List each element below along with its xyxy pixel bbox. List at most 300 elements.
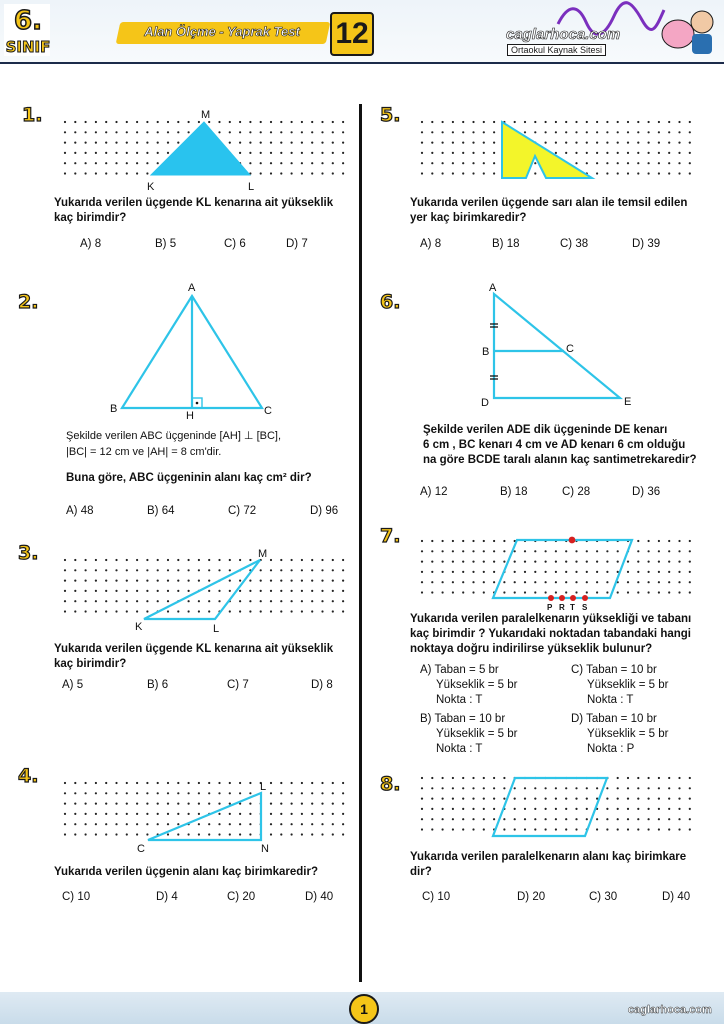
grid-dot (332, 600, 334, 602)
grid-dot (167, 569, 169, 571)
grid-dot (188, 813, 190, 815)
grid-dot (596, 550, 598, 552)
grid-dot (198, 833, 200, 835)
grid-dot (658, 561, 660, 563)
grid-dot (575, 162, 577, 164)
grid-dot (648, 591, 650, 593)
option-a[interactable]: C) 10 (422, 891, 451, 903)
grid-dot (514, 121, 516, 123)
grid-dot (586, 571, 588, 573)
option-a[interactable]: A) 5 (62, 679, 84, 691)
grid-dot (431, 121, 433, 123)
grid-dot (524, 581, 526, 583)
grid-dot (627, 787, 629, 789)
grid-dot (342, 590, 344, 592)
option-c[interactable]: C) Taban = 10 br Yükseklik = 5 br Nokta : T (571, 664, 669, 706)
grid-dot (524, 828, 526, 830)
grid-dot (280, 152, 282, 154)
grid-dot (421, 581, 423, 583)
grid-dot (493, 777, 495, 779)
grid-dot (668, 121, 670, 123)
option-b[interactable]: B) 64 (147, 505, 175, 517)
grid-dot (85, 172, 87, 174)
grid-dot (637, 131, 639, 133)
grid-dot (321, 559, 323, 561)
grid-dot (157, 803, 159, 805)
grid-dot (64, 580, 66, 582)
grid-dot (689, 571, 691, 573)
option-a[interactable]: A) 8 (420, 238, 442, 250)
grid-dot (260, 152, 262, 154)
grid-dot (575, 142, 577, 144)
top-point-marker (569, 537, 576, 544)
grid-dot (177, 823, 179, 825)
grid-dot (452, 591, 454, 593)
grid-dot (270, 559, 272, 561)
grid-dot (462, 172, 464, 174)
grid-dot (565, 808, 567, 810)
grid-dot (431, 777, 433, 779)
grid-dot (311, 813, 313, 815)
grid-dot (74, 590, 76, 592)
grid-dot (637, 162, 639, 164)
grid-dot (493, 798, 495, 800)
vertex-label: H (186, 410, 194, 422)
vertex-label: B (482, 346, 490, 358)
grid-dot (503, 550, 505, 552)
grid-dot (648, 121, 650, 123)
grid-dot (301, 823, 303, 825)
grid-dot (421, 142, 423, 144)
grid-dot (239, 792, 241, 794)
grid-dot (648, 142, 650, 144)
grid-dot (575, 828, 577, 830)
grid-dot (678, 540, 680, 542)
option-c[interactable]: C) 7 (227, 679, 249, 691)
grid-dot (637, 550, 639, 552)
grid-dot (342, 813, 344, 815)
grid-dot (342, 152, 344, 154)
grid-dot (617, 787, 619, 789)
grid-dot (239, 131, 241, 133)
grid-dot (301, 569, 303, 571)
grid-dot (188, 600, 190, 602)
grid-dot (188, 610, 190, 612)
q5-dot-grid-figure (414, 112, 710, 190)
grid-dot (115, 792, 117, 794)
grid-dot (648, 172, 650, 174)
grid-dot (472, 591, 474, 593)
grid-dot (534, 561, 536, 563)
option-a[interactable]: A) 48 (66, 505, 94, 517)
grid-dot (421, 121, 423, 123)
grid-dot (321, 782, 323, 784)
option-d[interactable]: D) 96 (310, 505, 339, 517)
option-b[interactable]: D) 20 (517, 891, 546, 903)
grid-dot (167, 833, 169, 835)
grid-dot (229, 559, 231, 561)
option-c[interactable]: C) 6 (224, 238, 246, 250)
grid-dot (596, 818, 598, 820)
grid-dot (126, 590, 128, 592)
grid-dot (668, 162, 670, 164)
grid-dot (452, 571, 454, 573)
grid-dot (421, 591, 423, 593)
question-number: 1. (22, 104, 43, 126)
grid-dot (503, 818, 505, 820)
grid-dot (668, 798, 670, 800)
option-b[interactable]: B) 18 (492, 238, 520, 250)
grid-dot (545, 550, 547, 552)
grid-dot (115, 162, 117, 164)
grid-dot (157, 600, 159, 602)
dot-grid (421, 540, 691, 594)
grid-dot (291, 792, 293, 794)
grid-dot (545, 591, 547, 593)
grid-dot (648, 152, 650, 154)
grid-dot (136, 142, 138, 144)
grid-dot (85, 610, 87, 612)
grid-dot (452, 581, 454, 583)
grid-dot (249, 580, 251, 582)
grid-dot (668, 591, 670, 593)
grid-dot (648, 162, 650, 164)
grid-dot (280, 142, 282, 144)
grid-dot (658, 152, 660, 154)
grid-dot (146, 580, 148, 582)
grid-dot (126, 559, 128, 561)
grid-dot (146, 610, 148, 612)
grid-dot (431, 808, 433, 810)
grid-dot (658, 808, 660, 810)
grid-dot (105, 142, 107, 144)
grid-dot (74, 142, 76, 144)
grid-dot (678, 571, 680, 573)
grid-dot (270, 569, 272, 571)
grid-dot (431, 142, 433, 144)
grid-dot (462, 162, 464, 164)
grid-dot (85, 833, 87, 835)
grid-dot (503, 777, 505, 779)
grid-dot (115, 131, 117, 133)
grid-dot (146, 172, 148, 174)
grid-dot (617, 808, 619, 810)
grid-dot (146, 782, 148, 784)
grid-dot (462, 581, 464, 583)
grid-dot (524, 131, 526, 133)
grid-dot (586, 808, 588, 810)
option-c[interactable]: C) 38 (560, 238, 589, 250)
grid-dot (483, 581, 485, 583)
grid-dot (85, 152, 87, 154)
grid-dot (136, 803, 138, 805)
grid-dot (431, 798, 433, 800)
grid-dot (342, 131, 344, 133)
grid-dot (332, 803, 334, 805)
grid-dot (208, 610, 210, 612)
grid-dot (74, 823, 76, 825)
grid-dot (115, 142, 117, 144)
grid-dot (332, 590, 334, 592)
grid-dot (534, 121, 536, 123)
grid-dot (157, 813, 159, 815)
option-a[interactable]: C) 10 (62, 891, 91, 903)
grid-dot (534, 798, 536, 800)
grid-dot (555, 561, 557, 563)
grid-dot (658, 131, 660, 133)
grid-dot (452, 152, 454, 154)
grid-dot (637, 808, 639, 810)
grid-dot (321, 121, 323, 123)
question-text: Yukarıda verilen üçgenin alanı kaç birimkaredir? (54, 866, 318, 878)
grid-dot (167, 142, 169, 144)
grid-dot (249, 813, 251, 815)
grid-dot (74, 792, 76, 794)
grid-dot (270, 121, 272, 123)
grid-dot (524, 550, 526, 552)
grid-dot (105, 152, 107, 154)
grid-dot (342, 569, 344, 571)
option-d[interactable]: D) 40 (662, 891, 691, 903)
grid-dot (249, 610, 251, 612)
grid-dot (229, 823, 231, 825)
grid-dot (565, 561, 567, 563)
grid-dot (606, 152, 608, 154)
grid-dot (524, 808, 526, 810)
grid-dot (637, 571, 639, 573)
grid-dot (462, 828, 464, 830)
grid-dot (218, 803, 220, 805)
grid-dot (188, 833, 190, 835)
grid-dot (136, 131, 138, 133)
grid-dot (157, 162, 159, 164)
grid-dot (342, 142, 344, 144)
grid-dot (483, 152, 485, 154)
grid-dot (208, 121, 210, 123)
option-d[interactable]: D) 40 (305, 891, 334, 903)
grid-dot (586, 787, 588, 789)
grid-dot (218, 121, 220, 123)
grid-dot (321, 131, 323, 133)
grid-dot (658, 142, 660, 144)
grid-dot (575, 550, 577, 552)
grid-dot (249, 600, 251, 602)
grid-dot (472, 787, 474, 789)
grid-dot (431, 571, 433, 573)
grid-dot (342, 162, 344, 164)
grid-dot (74, 610, 76, 612)
option-c[interactable]: C) 30 (589, 891, 618, 903)
grid-dot (280, 131, 282, 133)
grid-dot (678, 561, 680, 563)
grid-dot (627, 571, 629, 573)
grid-dot (301, 142, 303, 144)
option-c[interactable]: C) 72 (228, 505, 257, 517)
parallelogram (493, 778, 607, 836)
grid-dot (321, 600, 323, 602)
grid-dot (291, 131, 293, 133)
grid-dot (270, 162, 272, 164)
grid-dot (668, 581, 670, 583)
option-a[interactable]: A) 12 (420, 486, 448, 498)
grid-dot (493, 131, 495, 133)
grid-dot (606, 798, 608, 800)
grid-dot (545, 787, 547, 789)
grid-dot (218, 590, 220, 592)
grid-dot (452, 172, 454, 174)
dot-grid (64, 559, 344, 613)
grid-dot (648, 561, 650, 563)
grid-dot (493, 787, 495, 789)
grid-dot (617, 162, 619, 164)
grid-dot (280, 121, 282, 123)
grid-dot (637, 121, 639, 123)
grid-dot (115, 600, 117, 602)
option-d[interactable]: D) 7 (286, 238, 308, 250)
grid-dot (575, 581, 577, 583)
grid-dot (627, 777, 629, 779)
grid-dot (627, 152, 629, 154)
grid-dot (85, 131, 87, 133)
grid-dot (167, 559, 169, 561)
option-d[interactable]: D) 36 (632, 486, 661, 498)
grid-dot (95, 610, 97, 612)
option-d[interactable]: D) 8 (311, 679, 333, 691)
grid-dot (606, 550, 608, 552)
grid-dot (64, 152, 66, 154)
grid-dot (617, 828, 619, 830)
grid-dot (678, 787, 680, 789)
grid-dot (678, 798, 680, 800)
option-b[interactable]: D) 4 (156, 891, 178, 903)
grid-dot (575, 571, 577, 573)
grid-dot (332, 121, 334, 123)
grid-dot (291, 121, 293, 123)
grid-dot (462, 550, 464, 552)
grid-dot (431, 561, 433, 563)
grid-dot (95, 590, 97, 592)
option-b[interactable]: B) 5 (155, 238, 177, 250)
option-b[interactable]: B) Taban = 10 br Yükseklik = 5 br Nokta : T (420, 713, 518, 755)
option-d[interactable]: D) 39 (632, 238, 661, 250)
grid-dot (115, 121, 117, 123)
grid-dot (462, 571, 464, 573)
grid-dot (503, 561, 505, 563)
grid-dot (493, 172, 495, 174)
grid-dot (136, 600, 138, 602)
grid-dot (126, 823, 128, 825)
grid-dot (442, 581, 444, 583)
grid-dot (555, 798, 557, 800)
grid-dot (332, 559, 334, 561)
grid-dot (208, 600, 210, 602)
q8-dot-grid-figure (414, 770, 710, 842)
grid-dot (421, 818, 423, 820)
option-d[interactable]: D) Taban = 10 br Yükseklik = 5 br Nokta : P (571, 713, 669, 755)
grade-label: SINIF (5, 38, 51, 56)
grid-dot (198, 121, 200, 123)
grid-dot (146, 152, 148, 154)
grid-dot (260, 162, 262, 164)
option-c[interactable]: C) 28 (562, 486, 591, 498)
option-b[interactable]: B) 6 (147, 679, 169, 691)
point-label: R (559, 603, 565, 612)
grid-dot (483, 540, 485, 542)
grid-dot (291, 559, 293, 561)
grid-dot (342, 172, 344, 174)
grid-dot (146, 590, 148, 592)
grid-dot (586, 550, 588, 552)
grid-dot (627, 561, 629, 563)
grid-dot (565, 152, 567, 154)
grid-dot (637, 561, 639, 563)
grid-dot (85, 569, 87, 571)
grid-dot (291, 610, 293, 612)
grid-dot (157, 782, 159, 784)
grid-dot (177, 559, 179, 561)
grid-dot (342, 580, 344, 582)
grid-dot (105, 782, 107, 784)
question-number: 5. (380, 104, 401, 126)
grid-dot (596, 787, 598, 789)
grid-dot (280, 600, 282, 602)
option-a[interactable]: A) 8 (80, 238, 102, 250)
grid-dot (606, 561, 608, 563)
grid-dot (105, 569, 107, 571)
grid-dot (555, 550, 557, 552)
grid-dot (126, 833, 128, 835)
grid-dot (452, 787, 454, 789)
grid-dot (74, 600, 76, 602)
grid-dot (311, 600, 313, 602)
grid-dot (188, 590, 190, 592)
grid-dot (586, 131, 588, 133)
grid-dot (115, 782, 117, 784)
vertex-label: B (110, 403, 118, 415)
footer-site-link[interactable]: caglarhoca.com (628, 1004, 712, 1016)
grid-dot (85, 813, 87, 815)
grid-dot (565, 818, 567, 820)
grid-dot (431, 828, 433, 830)
grid-dot (177, 580, 179, 582)
grid-dot (678, 131, 680, 133)
grid-dot (301, 610, 303, 612)
option-b[interactable]: B) 18 (500, 486, 528, 498)
grid-dot (105, 610, 107, 612)
grid-dot (431, 787, 433, 789)
grid-dot (249, 833, 251, 835)
grid-dot (637, 591, 639, 593)
grid-dot (493, 550, 495, 552)
point-t-marker (570, 595, 576, 601)
grid-dot (555, 828, 557, 830)
option-c[interactable]: C) 20 (227, 891, 256, 903)
grid-dot (678, 777, 680, 779)
grid-dot (565, 142, 567, 144)
grid-dot (167, 152, 169, 154)
grid-dot (157, 792, 159, 794)
grid-dot (301, 813, 303, 815)
grid-dot (678, 142, 680, 144)
grid-dot (321, 590, 323, 592)
grid-dot (321, 142, 323, 144)
option-a[interactable]: A) Taban = 5 br Yükseklik = 5 br Nokta : T (420, 664, 518, 706)
grid-dot (85, 782, 87, 784)
grid-dot (311, 823, 313, 825)
grid-dot (239, 782, 241, 784)
grid-dot (534, 550, 536, 552)
grid-dot (249, 152, 251, 154)
